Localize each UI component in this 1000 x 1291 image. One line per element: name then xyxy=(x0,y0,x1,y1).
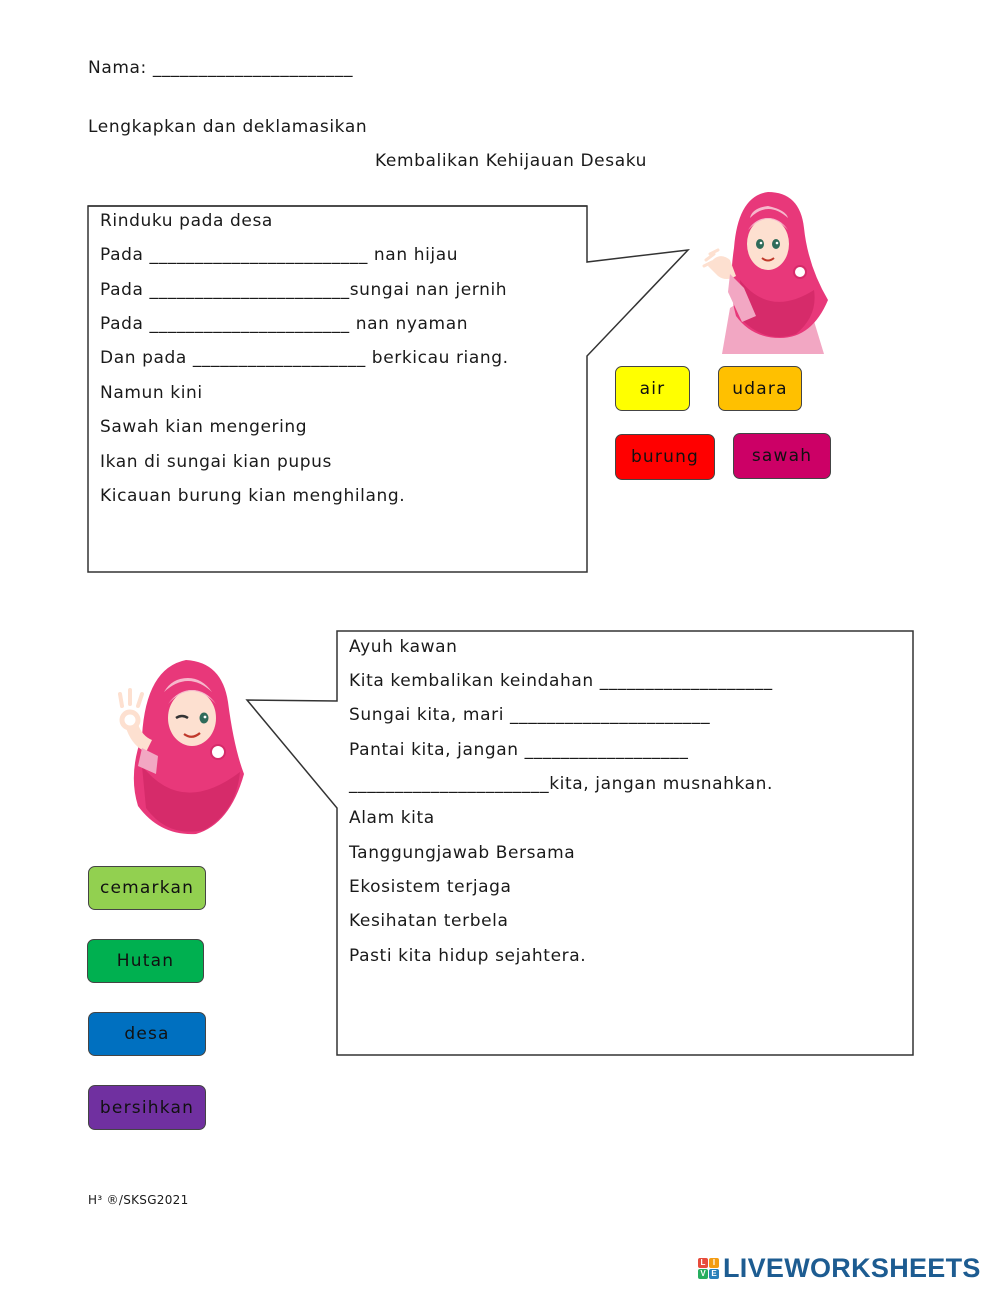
stanza2-line-7: Tanggungjawab Bersama xyxy=(349,843,576,863)
stanza2-line-10: Pasti kita hidup sejahtera. xyxy=(349,946,587,966)
stanza2-line-5[interactable]: ______________________kita, jangan musnahkan. xyxy=(349,774,774,794)
stanza1-line-9: Kicauan burung kian menghilang. xyxy=(100,486,406,506)
stanza2-line-6: Alam kita xyxy=(349,808,435,828)
stanza1-line-6: Namun kini xyxy=(100,383,203,403)
stanza1-line-3[interactable]: Pada ______________________sungai nan jernih xyxy=(100,280,508,300)
girl-illustration-winking xyxy=(112,656,252,838)
word-chip-bersihkan-label: bersihkan xyxy=(99,1097,195,1118)
stanza1-line-1: Rinduku pada desa xyxy=(100,211,273,231)
word-chip-udara-label: udara xyxy=(732,378,788,399)
copyright-text: H³ ®/SKSG2021 xyxy=(88,1193,189,1207)
logo-letter-i: I xyxy=(709,1258,719,1268)
word-chip-hutan[interactable] xyxy=(87,939,204,983)
stanza1-line-2[interactable]: Pada ________________________ nan hijau xyxy=(100,245,459,265)
stanza1-line-8: Ikan di sungai kian pupus xyxy=(100,452,332,472)
instruction-text: Lengkapkan dan deklamasikan xyxy=(88,117,368,137)
liveworksheets-logo-icon xyxy=(698,1258,719,1279)
word-chip-sawah-label: sawah xyxy=(751,446,813,466)
stanza1-line-4[interactable]: Pada ______________________ nan nyaman xyxy=(100,314,469,334)
word-chip-desa[interactable] xyxy=(88,1012,206,1056)
logo-letter-e: E xyxy=(709,1269,719,1279)
word-chip-bersihkan[interactable] xyxy=(88,1085,206,1130)
word-chip-desa-label: desa xyxy=(124,1024,170,1044)
name-field-label: Nama: ______________________ xyxy=(88,58,354,78)
liveworksheets-logo-text: LIVEWORKSHEETS xyxy=(723,1253,981,1283)
poem-title: Kembalikan Kehijauan Desaku xyxy=(375,151,648,171)
stanza2-line-3[interactable]: Sungai kita, mari ______________________ xyxy=(349,705,711,725)
stanza2-line-8: Ekosistem terjaga xyxy=(349,877,512,897)
word-chip-cemarkan-label: cemarkan xyxy=(99,878,195,898)
logo-letter-v: V xyxy=(698,1269,708,1279)
stanza1-line-5[interactable]: Dan pada ___________________ berkicau riang. xyxy=(100,348,509,368)
stanza2-line-1: Ayuh kawan xyxy=(349,637,458,657)
word-chip-air-label: air xyxy=(639,378,666,399)
stanza1-line-7: Sawah kian mengering xyxy=(100,417,308,437)
logo-letter-l: L xyxy=(698,1258,708,1268)
stanza2-line-9: Kesihatan terbela xyxy=(349,911,509,931)
stanza2-line-2[interactable]: Kita kembalikan keindahan ___________________ xyxy=(349,671,773,691)
word-chip-hutan-label: Hutan xyxy=(116,951,175,971)
liveworksheets-logo[interactable] xyxy=(698,1253,981,1284)
stanza2-line-4[interactable]: Pantai kita, jangan __________________ xyxy=(349,740,689,760)
word-chip-burung-label: burung xyxy=(630,447,700,467)
word-chip-cemarkan[interactable] xyxy=(88,866,206,910)
